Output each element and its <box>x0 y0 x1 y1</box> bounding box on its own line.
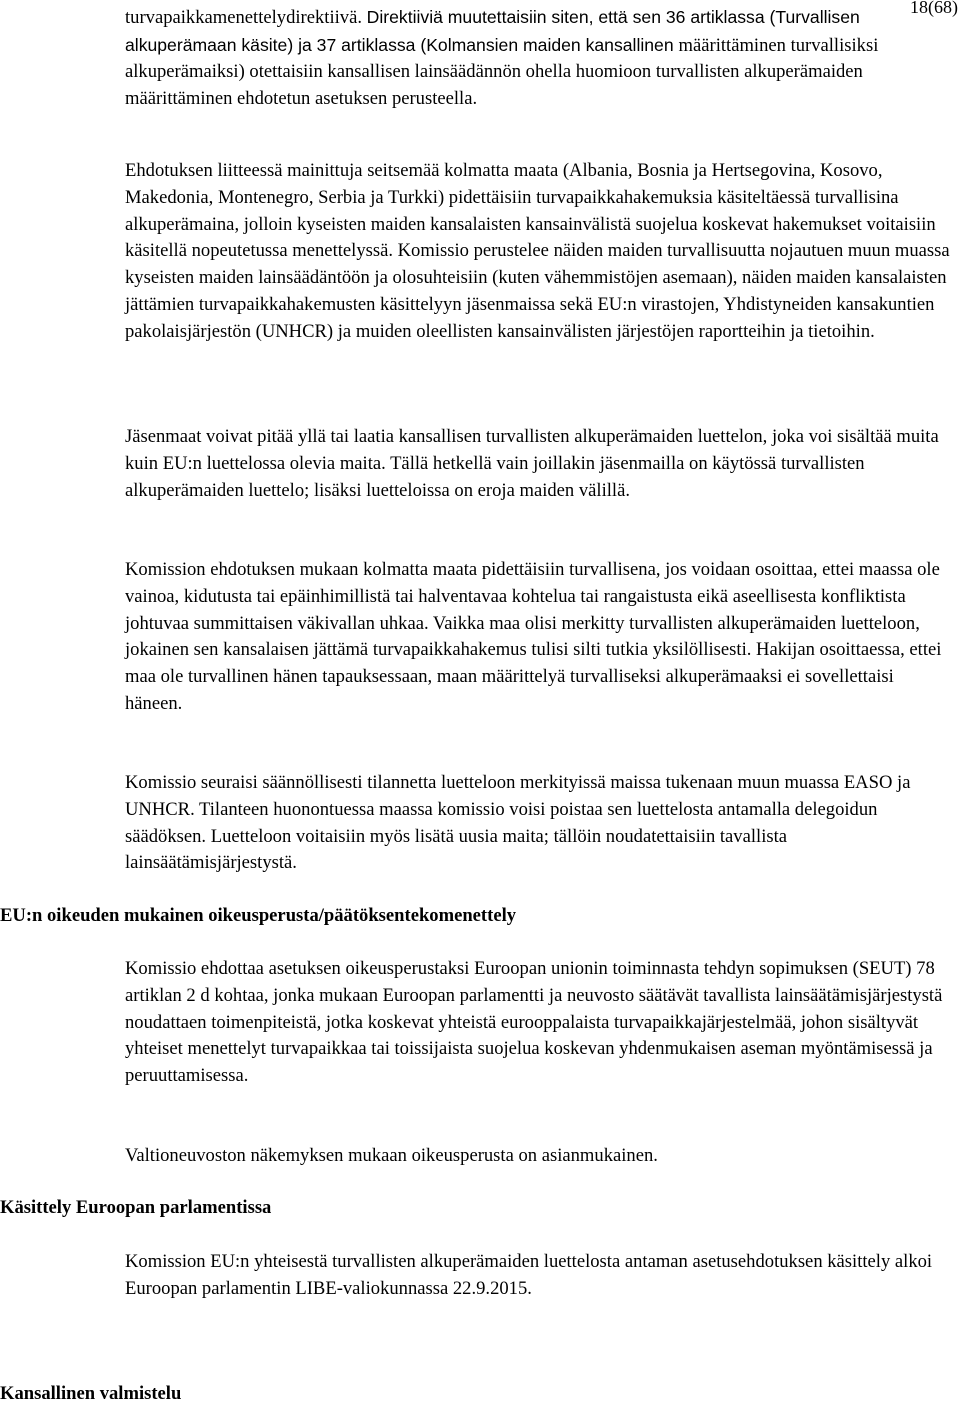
paragraph-safe-countries-list: Ehdotuksen liitteessä mainittuja seitsemää kolmatta maata (Albania, Bosnia ja Hertsegovina, Kosovo, Makedonia, Montenegro, Serbia ja Turkki) pidettäisiin turvapaikkahakemuksia käsiteltäessä turvallisina alkuperämaina, jolloin kyseisten maiden kansalaisten kansainvälistä suojelua koskevat hakemukset voitaisiin käsitellä nopeutetussa menettelyssä. Komissio perustelee näiden maiden turvallisuutta nojautuen muun muassa kyseisten maiden lainsäädäntöön ja olosuhteisiin (kuten vähemmistöjen asemaan), näiden maiden kansalaisten jättämien turvapaikkahakemusten käsittelyyn jäsenmaissa sekä EU:n virastojen, Yhdistyneiden kansakuntien pakolaisjärjestön (UNHCR) ja muiden oleellisten kansainvälisten järjestöjen raportteihin ja tietoihin. <box>125 160 950 342</box>
paragraph-legal-basis: Komissio ehdottaa asetuksen oikeusperustaksi Euroopan unionin toiminnasta tehdyn sopimuksen (SEUT) 78 artiklan 2 d kohtaa, jonka mukaan Euroopan parlamentti ja neuvosto säätävät tavallista lainsäätämisjärjestystä noudattaen toimenpiteistä, jotka koskevat yhteistä eurooppalaista turvapaikkajärjestelmää, johon sisältyvät yhteiset menettelyt turvapaikkaa tai toissijaista suojelua koskevan yhdenmukaisen aseman myöntämisessä ja peruuttamisessa. <box>125 958 943 1087</box>
heading-european-parliament: Käsittely Euroopan parlamentissa <box>0 1197 272 1218</box>
intro-paragraph <box>125 4 937 112</box>
paragraph-government-view: Valtioneuvoston näkemyksen mukaan oikeusperusta on asianmukainen. <box>125 1145 658 1166</box>
heading-legal-basis: EU:n oikeuden mukainen oikeusperusta/päätöksentekomenettely <box>0 905 517 926</box>
paragraph-parliament-handling: Komission EU:n yhteisestä turvallisten alkuperämaiden luettelosta antaman asetusehdotuksen käsittely alkoi Euroopan parlamentin LIBE-valiokunnassa 22.9.2015. <box>125 1251 933 1299</box>
heading-national-preparation: Kansallinen valmistelu <box>0 1383 182 1404</box>
paragraph-monitoring: Komissio seuraisi säännöllisesti tilannetta luetteloon merkityissä maissa tukenaan muun muassa EASO ja UNHCR. Tilanteen huonontuessa maassa komissio voisi poistaa sen luettelosta antamalla delegoidun säädöksen. Luetteloon voitaisiin myös lisätä uusia maita; tällöin noudatettaisiin tavallista lainsäätämisjärjestystä. <box>125 772 911 874</box>
page-number: 18(68) <box>910 0 958 17</box>
paragraph-safety-criteria: Komission ehdotuksen mukaan kolmatta maata pidettäisiin turvallisena, jos voidaan osoittaa, ettei maassa ole vainoa, kidutusta tai epäinhimillistä tai halventavaa kohtelua tai rangaistusta eikä aseellisesta konfliktista johtuvaa summittaisen väkivallan uhkaa. Vaikka maa olisi merkitty turvallisten alkuperämaiden luetteloon, jokainen sen kansalaisen jättämä turvapaikkahakemus tulisi silti tutkia yksilöllisesti. Hakijan osoittaessa, ettei maa ole turvallinen hänen tapauksessaan, maan määrittelyä turvalliseksi alkuperämaaksi ei sovellettaisi häneen. <box>125 559 942 714</box>
intro-text-start: turvapaikkamenettelydirektiivä. <box>125 7 367 28</box>
intro-text-serif: määrittäminen turvallisiksi alkuperämaiksi) otettaisiin kansallisen lainsäädännön ohella huomioon turvallisten alkuperämaiden määrittäminen ehdotetun asetuksen perusteella. <box>125 34 879 109</box>
intro-text-middle: Direktiiviä muutettaisiin siten, että sen 36 artiklassa (Turvallisen alkuperämaan käsite) ja 37 artiklassa (Kolmansien maiden kansallinen <box>125 7 860 55</box>
paragraph-national-lists: Jäsenmaat voivat pitää yllä tai laatia kansallisen turvallisten alkuperämaiden luettelon, joka voi sisältää muita kuin EU:n luettelossa olevia maita. Tällä hetkellä vain joillakin jäsenmailla on käytössä turvallisten alkuperämaiden luettelo; lisäksi luetteloissa on eroja maiden välillä. <box>125 426 939 501</box>
